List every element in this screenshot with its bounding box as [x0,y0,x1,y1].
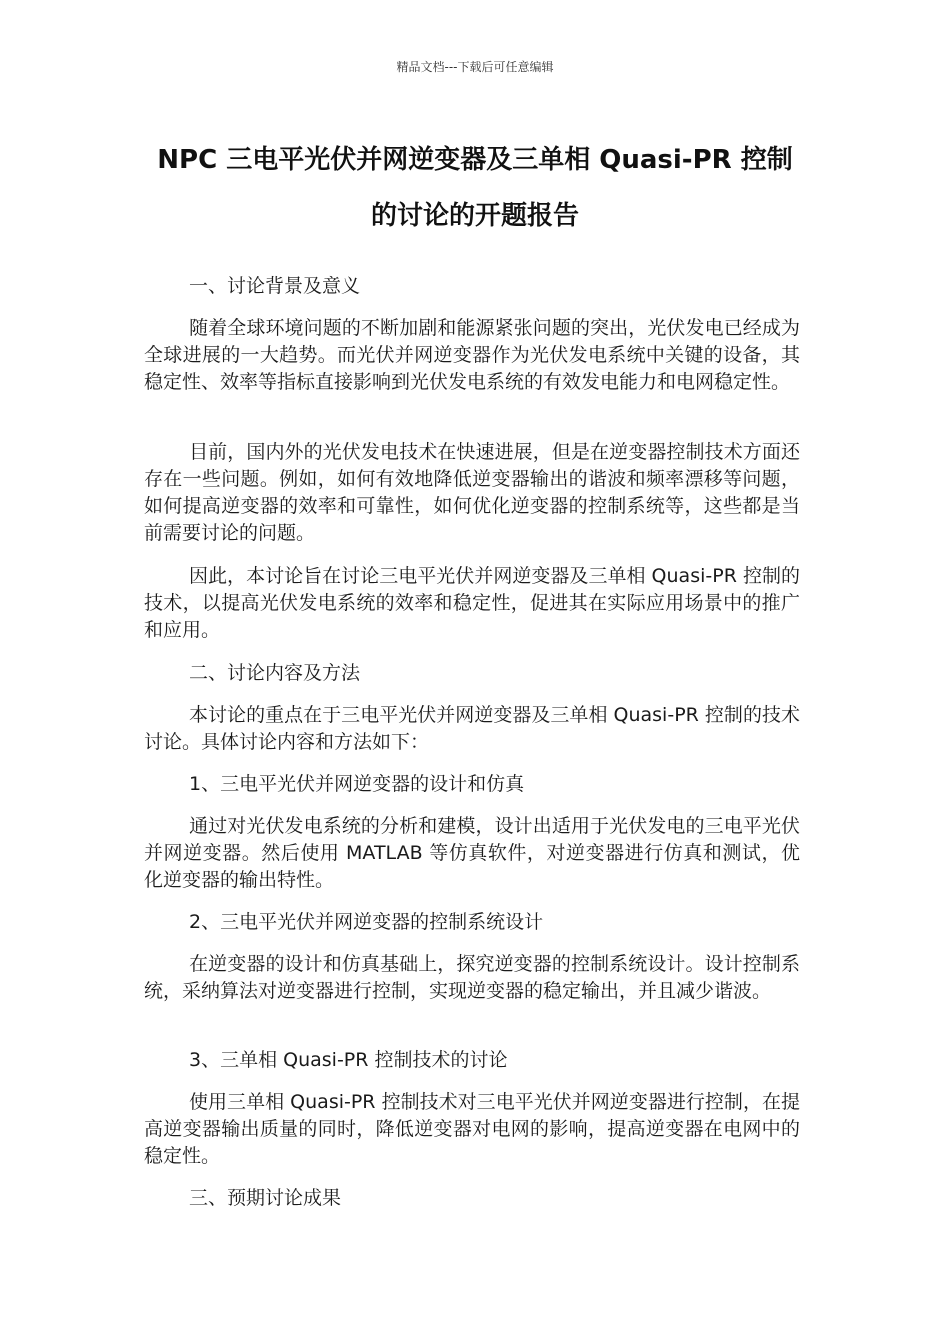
section-2-intro-paragraph [144,702,800,756]
section-2-item-1-text: 通过对光伏发电系统的分析和建模，设计出适用于光伏发电的三电平光伏并网逆变器。然后使用 MATLAB 等仿真软件，对逆变器进行仿真和测试，优化逆变器的输出特性。 [144,815,800,891]
section-2-item-3-paragraph [144,1089,800,1170]
section-1-paragraph-1 [144,315,800,396]
section-2-item-3-heading: 3、三单相 Quasi-PR 控制技术的讨论 [189,1049,508,1071]
section-2-intro-text: 本讨论的重点在于三电平光伏并网逆变器及三单相 Quasi-PR 控制的技术讨论。具体讨论内容和方法如下： [144,704,800,753]
section-1-paragraph-3 [144,563,800,644]
document-title-line-2: 的讨论的开题报告 [370,201,579,231]
section-2-item-2-heading: 2、三电平光伏并网逆变器的控制系统设计 [189,911,544,933]
document-title-line-1: NPC 三电平光伏并网逆变器及三单相 Quasi-PR 控制 [157,145,793,175]
section-1-paragraph-2 [144,439,800,547]
section-1-paragraph-2-text: 目前，国内外的光伏发电技术在快速进展，但是在逆变器控制技术方面还存在一些问题。例如，如何有效地降低逆变器输出的谐波和频率漂移等问题，如何提高逆变器的效率和可靠性，如何优化逆变器的控制系统等，这些都是当前需要讨论的问题。 [144,441,800,544]
section-3-heading: 三、预期讨论成果 [189,1187,342,1209]
section-2-item-2-paragraph [144,951,800,1005]
section-2-item-3-text: 使用三单相 Quasi-PR 控制技术对三电平光伏并网逆变器进行控制，在提高逆变器输出质量的同时，降低逆变器对电网的影响，提高逆变器在电网中的稳定性。 [144,1091,800,1167]
section-1-paragraph-1-text: 随着全球环境问题的不断加剧和能源紧张问题的突出，光伏发电已经成为全球进展的一大趋势。而光伏并网逆变器作为光伏发电系统中关键的设备，其稳定性、效率等指标直接影响到光伏发电系统的有效发电能力和电网稳定性。 [144,317,800,393]
page-header-note: 精品文档---下载后可任意编辑 [396,60,554,74]
section-2-item-1-heading: 1、三电平光伏并网逆变器的设计和仿真 [189,773,525,795]
section-1-heading: 一、讨论背景及意义 [189,275,361,297]
section-2-item-1-paragraph [144,813,800,894]
section-1-paragraph-3-text: 因此，本讨论旨在讨论三电平光伏并网逆变器及三单相 Quasi-PR 控制的技术，以提高光伏发电系统的效率和稳定性，促进其在实际应用场景中的推广和应用。 [144,565,800,641]
section-2-heading: 二、讨论内容及方法 [189,662,361,684]
section-2-item-2-text: 在逆变器的设计和仿真基础上，探究逆变器的控制系统设计。设计控制系统，采纳算法对逆变器进行控制，实现逆变器的稳定输出，并且减少谐波。 [144,953,800,1002]
